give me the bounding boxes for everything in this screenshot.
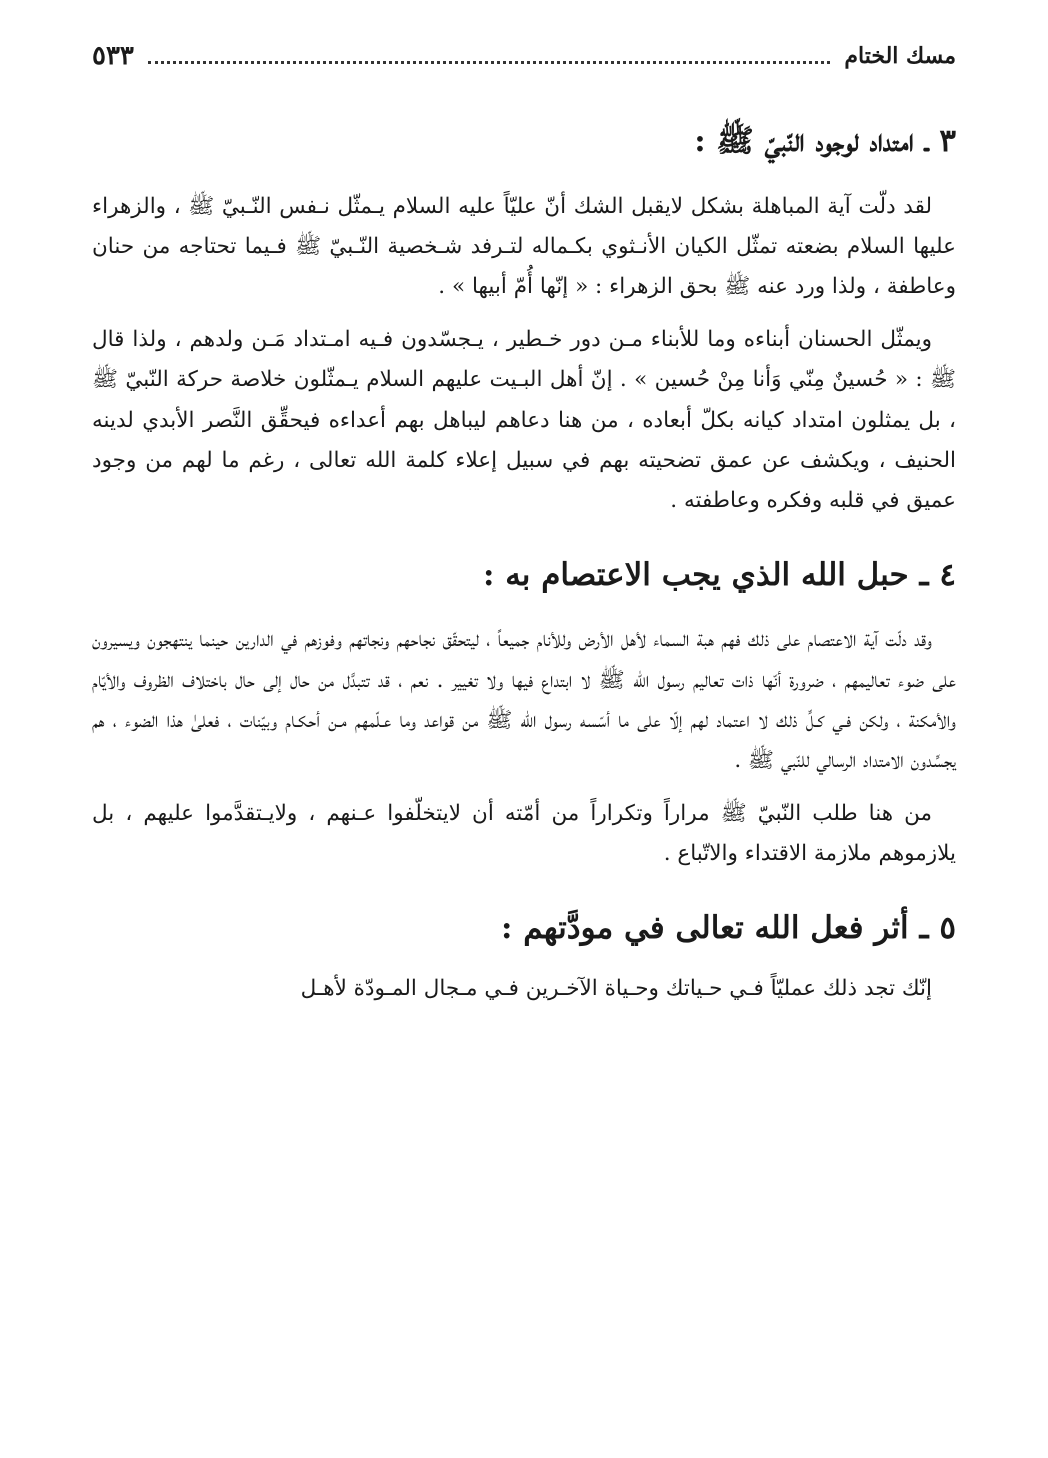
book-title: مسك الختام	[844, 43, 956, 69]
paragraph: وقد دلّت آية الاعتصام على ذلك فهم هبة السماء لأهل الأرض وللأنام جميعاً ، ليتحقّق نجاحهم ونجاتهم وفوزهم في الدارين حينما ينتهجون ويسيرون على ضوء تعاليمهم ، ضرورة أنّها ذات تعاليم رسول الله ﷺ لا ابتداع فيها ولا تغيير . نعم ، قد تتبدَّل من حال إلى حال باختلاف الظروف والأيّام والأمكنة ، ولكن فـي كـلِّ ذلك لا اعتماد لهم إلّا على ما أسّسه رسول الله ﷺ من قواعد وما عـلّمهم مـن أحكـام وبيّنات ، فعلىٰ هذا الضوء ، هم يجسِّدون الامتداد الرسالي للنّبي ﷺ .	[92, 627, 956, 774]
paragraph: من هنا طلب النّبيّ ﷺ مراراً وتكراراً من أمّته أن لايتخلّفوا عـنهم ، ولايـتقدَّموا عليهم ، بل يلازموهم ملازمة الاقتداء والاتّباع .	[92, 800, 956, 867]
section-heading-3: ٣ ـ امتداد لوجود النّبيّ ﷺ :	[694, 123, 956, 159]
header-dot-leader	[148, 61, 831, 64]
section-heading-4: ٤ ـ حبل الله الذي يجب الاعتصام به :	[482, 556, 956, 593]
running-header	[92, 36, 956, 76]
paragraph: إنّك تجد ذلك عمليّاً فـي حـياتك وحـياة الآخـرين فـي مـجال المـودّة لأهـل	[300, 976, 932, 1002]
page-number: ٥٣٣	[92, 41, 134, 71]
page-body	[92, 118, 956, 1010]
paragraph: لقد دلّت آية المباهلة بشكل لايقبل الشك أنّ عليّاً عليه السلام يـمثّل نـفس النّـبيّ ﷺ ، والزهراء عليها السلام بضعته تمثّل الكيان الأنـثوي بكـماله لتـرفد شـخصية النّـبيّ ﷺ فـيما تحتاجه من حنان وعاطفة ، ولذا ورد عنه ﷺ بحق الزهراء : « إنّها أُمّ أبيها » .	[92, 193, 956, 300]
paragraph: ويمثّل الحسنان أبناءه وما للأبناء مـن دور خـطير ، يـجسّدون فـيه امـتداد مَـن ولدهم ، ولذا قال ﷺ : « حُسينٌ مِنّي وَأنا مِنْ حُسين » . إنّ أهل البـيت عليهم السلام يـمثّلون خلاصة حركة النّبيّ ﷺ ، بل يمثلون امتداد كيانه بكلّ أبعاده ، من هنا دعاهم ليباهل بهم أعداءه فيحقِّق النَّصر الأبدي لدينه الحنيف ، ويكشف عن عمق تضحيته بهم في سبيل إعلاء كلمة الله تعالى ، رغم ما لهم من وجود عميق في قلبه وفكره وعاطفته .	[92, 326, 956, 514]
section-heading-5: ٥ ـ أثر فعل الله تعالى في مودَّتهم :	[500, 909, 956, 946]
